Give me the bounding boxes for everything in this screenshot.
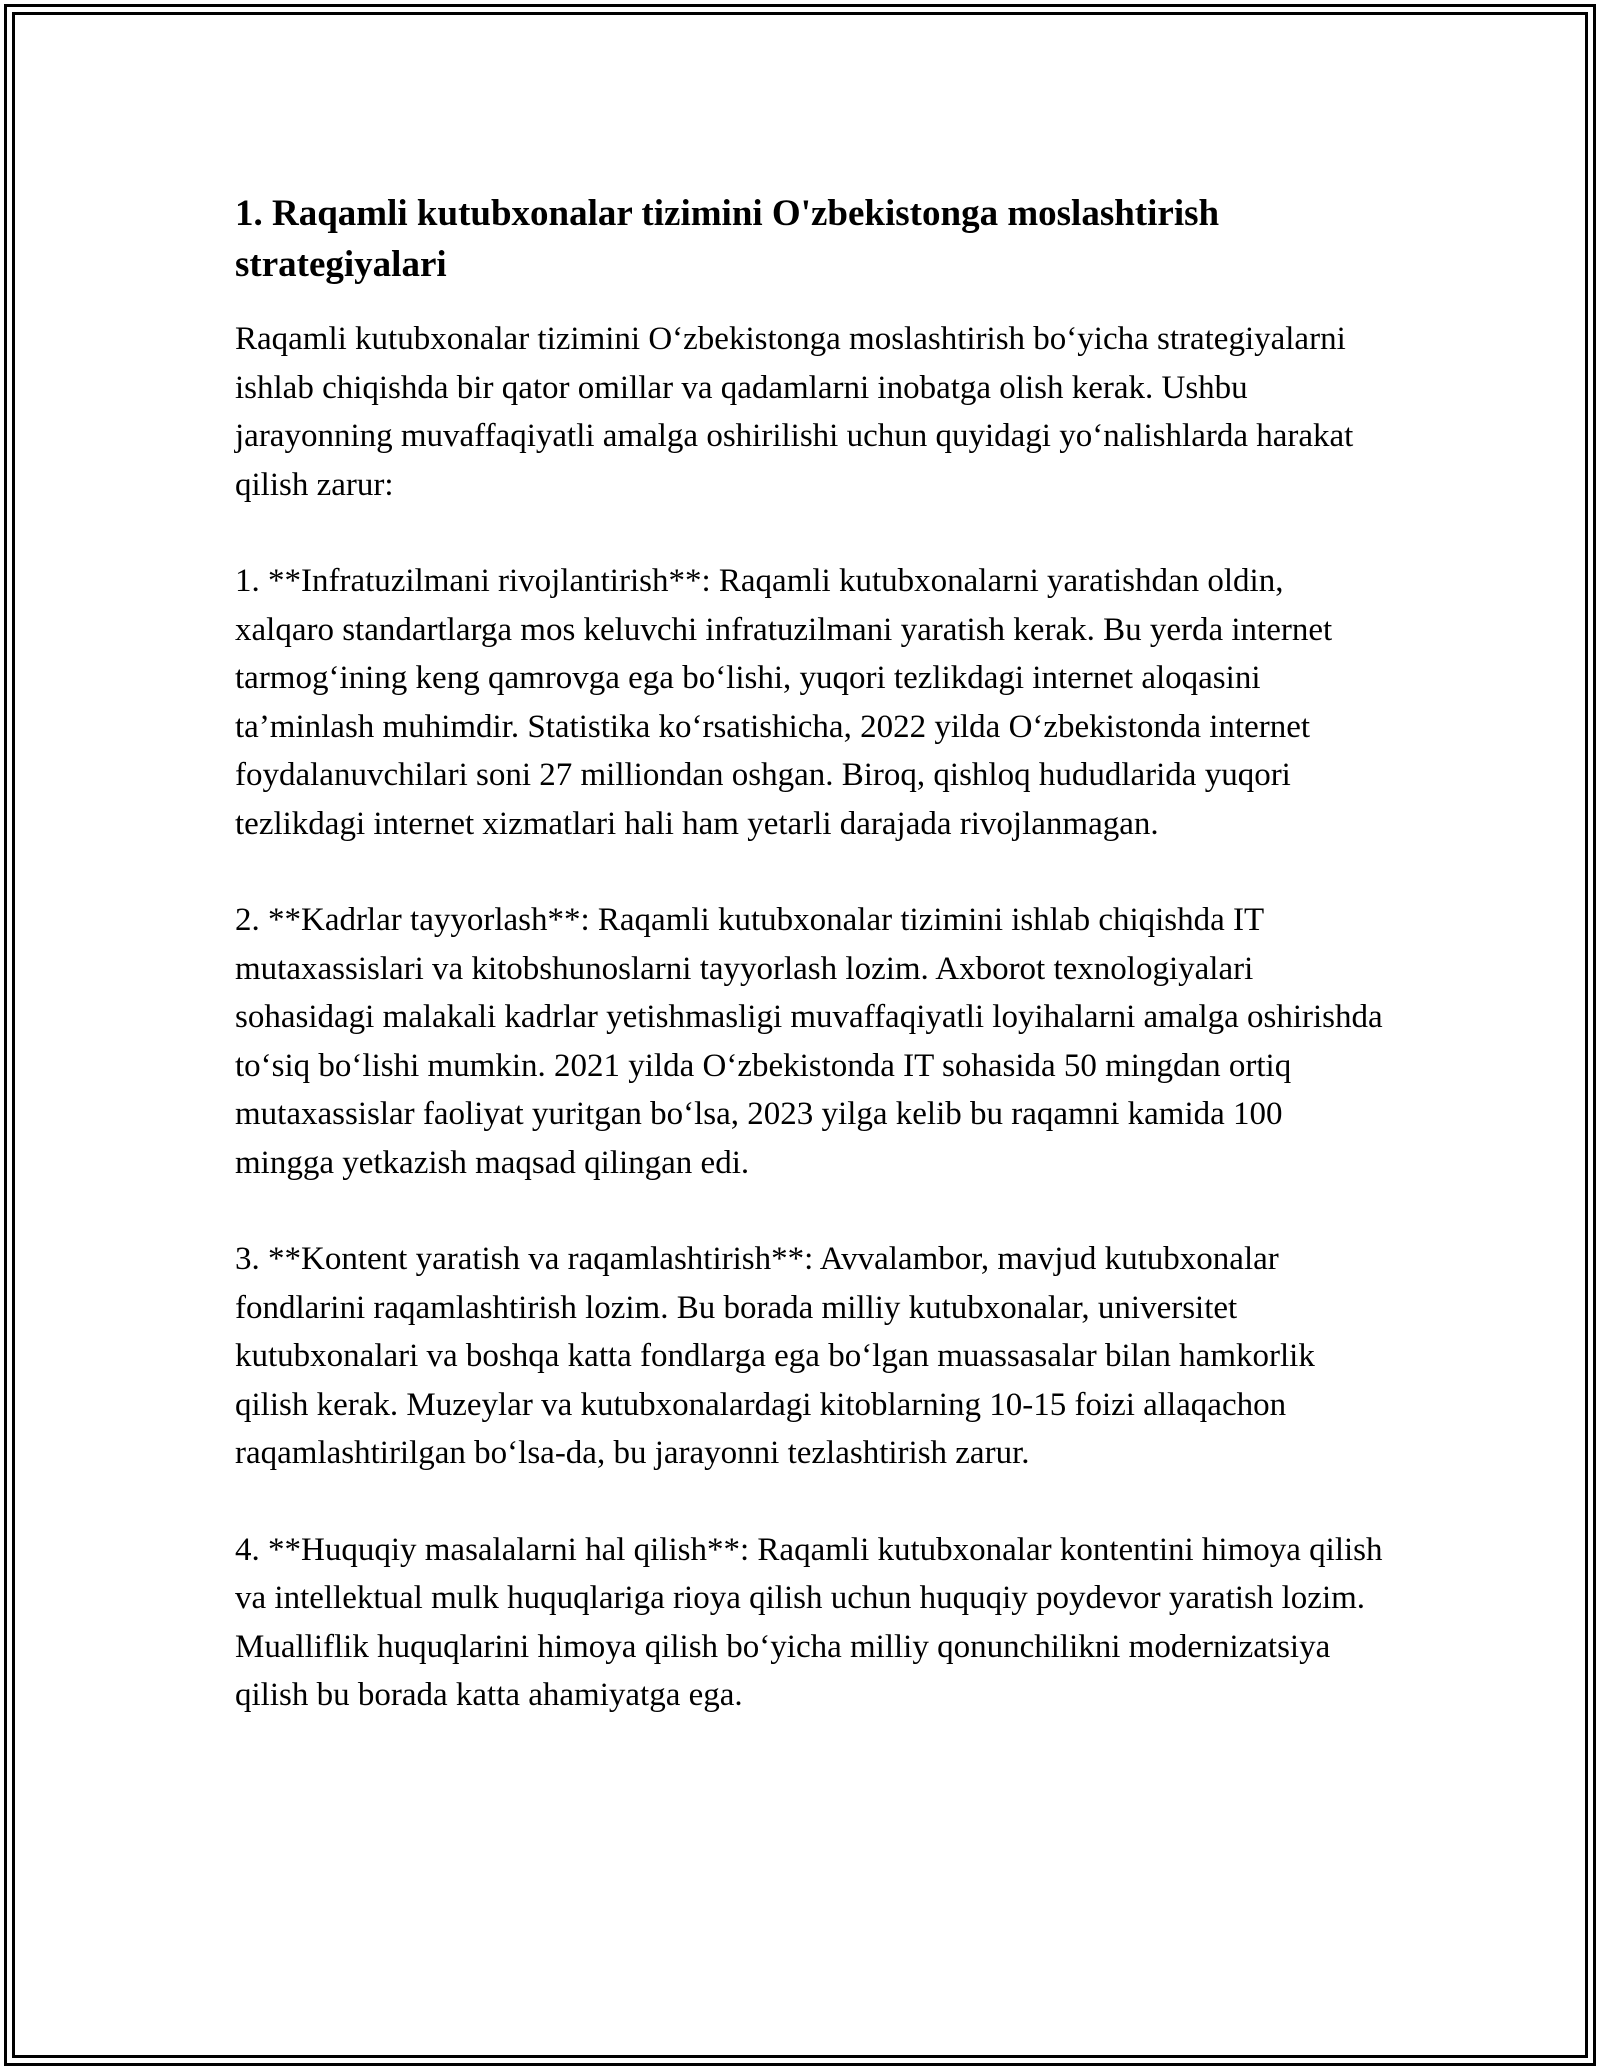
paragraph-infrastructure: 1. **Infratuzilmani rivojlantirish**: Raqamli kutubxonalarni yaratishdan oldin, xalqaro standartlarga mos keluvchi infratuzilmani yaratish kerak. Bu yerda internet tarmog‘ining keng qamrovga ega bo‘lishi, yuqori tezlikdagi internet aloqasini ta’minlash muhimdir. Statistika ko‘rsatishicha, 2022 yilda O‘zbekistonda internet foydalanuvchilari soni 27 milliondan oshgan. Biroq, qishloq hududlarida yuqori tezlikdagi internet xizmatlari hali ham yetarli darajada rivojlanmagan. [235, 563, 1333, 842]
paragraph-personnel: 2. **Kadrlar tayyorlash**: Raqamli kutubxonalar tizimini ishlab chiqishda IT mutaxassislari va kitobshunoslarni tayyorlash lozim. Axborot texnologiyalari sohasidagi malakali kadrlar yetishmasligi muvaffaqiyatli loyihalarni amalga oshirishda to‘siq bo‘lishi mumkin. 2021 yilda O‘zbekistonda IT sohasida 50 mingdan ortiq mutaxassislar faoliyat yuritgan bo‘lsa, 2023 yilga kelib bu raqamni kamida 100 mingga yetkazish maqsad qilingan edi. [235, 902, 1383, 1181]
paragraph-content: 3. **Kontent yaratish va raqamlashtirish**: Avvalambor, mavjud kutubxonalar fondlarini raqamlashtirish lozim. Bu borada milliy kutubxonalar, universitet kutubxonalari va boshqa katta fondlarga ega bo‘lgan muassasalar bilan hamkorlik qilish kerak. Muzeylar va kutubxonalardagi kitoblarning 10-15 foizi allaqachon raqamlashtirilgan bo‘lsa-da, bu jarayonni tezlashtirish zarur. [235, 1241, 1315, 1471]
section-title: 1. Raqamli kutubxonalar tizimini O'zbekistonga moslashtirish strategiyalari [235, 193, 1220, 285]
document-body [235, 188, 1385, 1768]
intro-paragraph: Raqamli kutubxonalar tizimini O‘zbekistonga moslashtirish bo‘yicha strategiyalarni ishlab chiqishda bir qator omillar va qadamlarni inobatga olish kerak. Ushbu jarayonning muvaffaqiyatli amalga oshirilishi uchun quyidagi yo‘nalishlarda harakat qilish zarur: [235, 321, 1354, 503]
paragraph-legal: 4. **Huquqiy masalalarni hal qilish**: Raqamli kutubxonalar kontentini himoya qilish va intellektual mulk huquqlariga rioya qilish uchun huquqiy poydevor yaratish lozim. Mualliflik huquqlarini himoya qilish bo‘yicha milliy qonunchilikni modernizatsiya qilish bu borada katta ahamiyatga ega. [235, 1531, 1383, 1713]
